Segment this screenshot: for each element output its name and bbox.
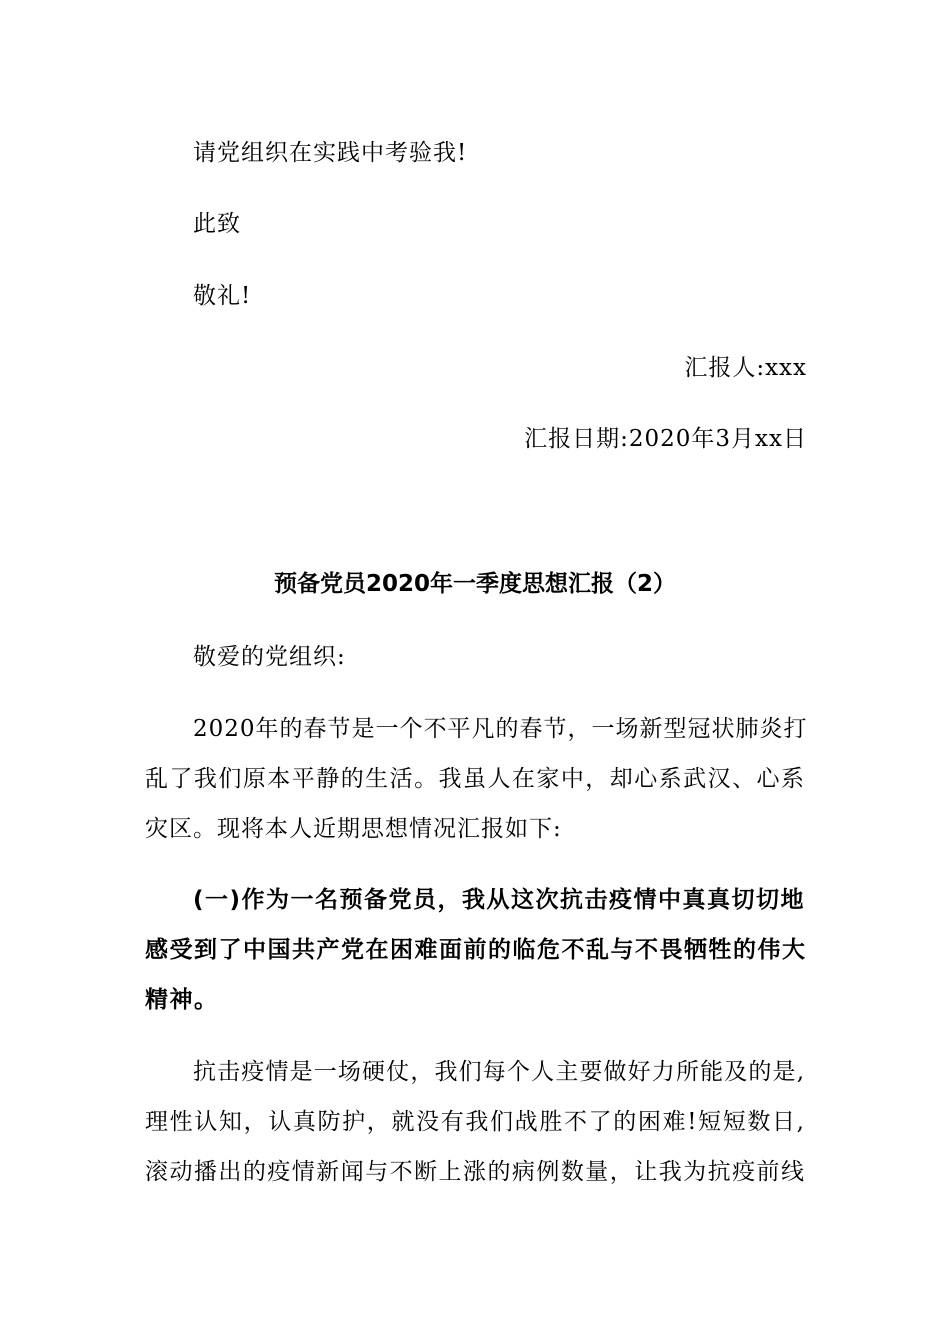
section-heading-line-1: (一)作为一名预备党员，我从这次抗击疫情中真真切切地 bbox=[193, 887, 806, 913]
paragraph-line-2: 理性认知，认真防护，就没有我们战胜不了的困难!短短数日, bbox=[145, 1109, 805, 1135]
section-heading-line-2: 感受到了中国共产党在困难面前的临危不乱与不畏牺牲的伟大 bbox=[145, 937, 807, 963]
reporter-signature: 汇报人:xxx bbox=[684, 355, 807, 381]
paragraph-line-3: 滚动播出的疫情新闻与不断上涨的病例数量，让我为抗疫前线 bbox=[145, 1159, 805, 1185]
document-title: 预备党员2020年一季度思想汇报（2） bbox=[273, 571, 677, 597]
closing-statement: 请党组织在实践中考验我! bbox=[193, 140, 468, 166]
greeting: 敬爱的党组织: bbox=[193, 644, 346, 670]
report-date: 汇报日期:2020年3月xx日 bbox=[524, 426, 807, 452]
section-heading-line-3: 精神。 bbox=[145, 987, 219, 1013]
paragraph-line-1: 抗击疫情是一场硬仗，我们每个人主要做好力所能及的是, bbox=[193, 1059, 805, 1085]
salutation-jingli: 敬礼! bbox=[193, 283, 252, 309]
salutation-cizhi: 此致 bbox=[193, 211, 241, 237]
intro-line-1: 2020年的春节是一个不平凡的春节，一场新型冠状肺炎打 bbox=[193, 716, 808, 742]
intro-line-2: 乱了我们原本平静的生活。我虽人在家中，却心系武汉、心系 bbox=[145, 766, 805, 792]
intro-line-3: 灾区。现将本人近期思想情况汇报如下: bbox=[145, 816, 562, 842]
